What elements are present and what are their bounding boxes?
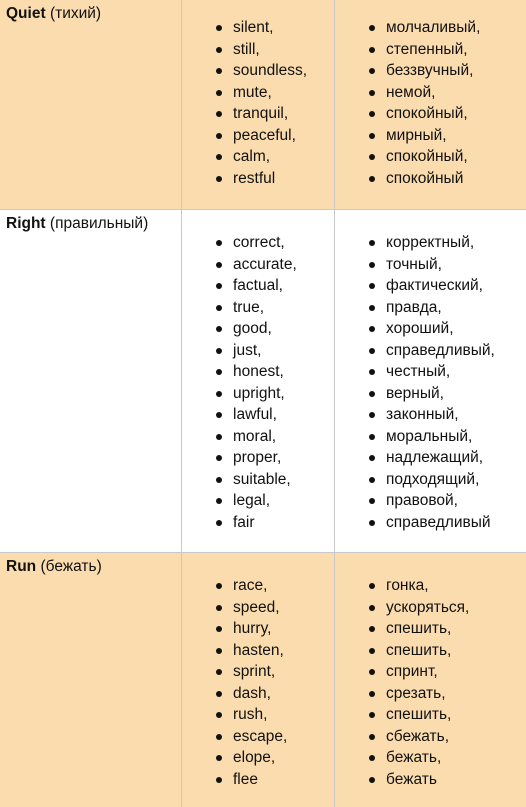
list-item: soundless, <box>233 60 307 82</box>
list-item: sprint, <box>233 661 287 683</box>
english-synonym-list <box>233 232 297 533</box>
list-item: elope, <box>233 747 287 769</box>
list-item: just, <box>233 340 297 362</box>
table-row-right <box>0 210 526 553</box>
list-item: tranquil, <box>233 103 307 125</box>
list-item: спринт, <box>386 661 469 683</box>
headword: Run <box>6 558 37 575</box>
english-synonyms-cell <box>182 0 335 209</box>
list-item: factual, <box>233 275 297 297</box>
russian-translation-list <box>386 232 495 533</box>
list-item: правовой, <box>386 490 495 512</box>
list-item: escape, <box>233 726 287 748</box>
list-item: suitable, <box>233 469 297 491</box>
list-item: беззвучный, <box>386 60 480 82</box>
headword: Right <box>6 215 46 232</box>
list-item: правда, <box>386 297 495 319</box>
list-item: dash, <box>233 683 287 705</box>
headword-cell <box>0 553 182 807</box>
english-synonyms-cell <box>182 210 335 552</box>
list-item: proper, <box>233 447 297 469</box>
list-item: спешить, <box>386 704 469 726</box>
list-item: legal, <box>233 490 297 512</box>
list-item: mute, <box>233 82 307 104</box>
list-item: хороший, <box>386 318 495 340</box>
list-item: hurry, <box>233 618 287 640</box>
list-item: fair <box>233 512 297 534</box>
list-item: спешить, <box>386 640 469 662</box>
list-item: немой, <box>386 82 480 104</box>
headword-translation: (тихий) <box>49 5 102 22</box>
list-item: корректный, <box>386 232 495 254</box>
list-item: lawful, <box>233 404 297 426</box>
list-item: good, <box>233 318 297 340</box>
list-item: upright, <box>233 383 297 405</box>
list-item: сбежать, <box>386 726 469 748</box>
list-item: срезать, <box>386 683 469 705</box>
list-item: бежать <box>386 769 469 791</box>
list-item: мирный, <box>386 125 480 147</box>
list-item: спокойный, <box>386 103 480 125</box>
russian-translations-cell <box>335 0 526 209</box>
russian-translation-list <box>386 17 480 189</box>
list-item: moral, <box>233 426 297 448</box>
list-item: peaceful, <box>233 125 307 147</box>
list-item: rush, <box>233 704 287 726</box>
list-item: race, <box>233 575 287 597</box>
russian-translations-cell <box>335 210 526 552</box>
english-synonym-list <box>233 17 307 189</box>
list-item: спешить, <box>386 618 469 640</box>
headword-translation: (правильный) <box>49 215 149 232</box>
list-item: спокойный, <box>386 146 480 168</box>
list-item: correct, <box>233 232 297 254</box>
list-item: справедливый, <box>386 340 495 362</box>
list-item: true, <box>233 297 297 319</box>
list-item: accurate, <box>233 254 297 276</box>
list-item: молчаливый, <box>386 17 480 39</box>
list-item: honest, <box>233 361 297 383</box>
russian-translation-list <box>386 575 469 790</box>
headword-cell <box>0 210 182 552</box>
list-item: надлежащий, <box>386 447 495 469</box>
list-item: честный, <box>386 361 495 383</box>
list-item: бежать, <box>386 747 469 769</box>
list-item: моральный, <box>386 426 495 448</box>
list-item: степенный, <box>386 39 480 61</box>
list-item: restful <box>233 168 307 190</box>
list-item: справедливый <box>386 512 495 534</box>
headword: Quiet <box>6 5 46 22</box>
list-item: ускоряться, <box>386 597 469 619</box>
list-item: flee <box>233 769 287 791</box>
list-item: calm, <box>233 146 307 168</box>
russian-translations-cell <box>335 553 526 807</box>
list-item: still, <box>233 39 307 61</box>
list-item: подходящий, <box>386 469 495 491</box>
list-item: speed, <box>233 597 287 619</box>
english-synonym-list <box>233 575 287 790</box>
list-item: гонка, <box>386 575 469 597</box>
list-item: точный, <box>386 254 495 276</box>
list-item: верный, <box>386 383 495 405</box>
table-row-run <box>0 553 526 807</box>
english-synonyms-cell <box>182 553 335 807</box>
list-item: hasten, <box>233 640 287 662</box>
headword-translation: (бежать) <box>40 558 102 575</box>
list-item: спокойный <box>386 168 480 190</box>
table-row-quiet <box>0 0 526 210</box>
list-item: фактический, <box>386 275 495 297</box>
list-item: законный, <box>386 404 495 426</box>
headword-cell <box>0 0 182 209</box>
list-item: silent, <box>233 17 307 39</box>
